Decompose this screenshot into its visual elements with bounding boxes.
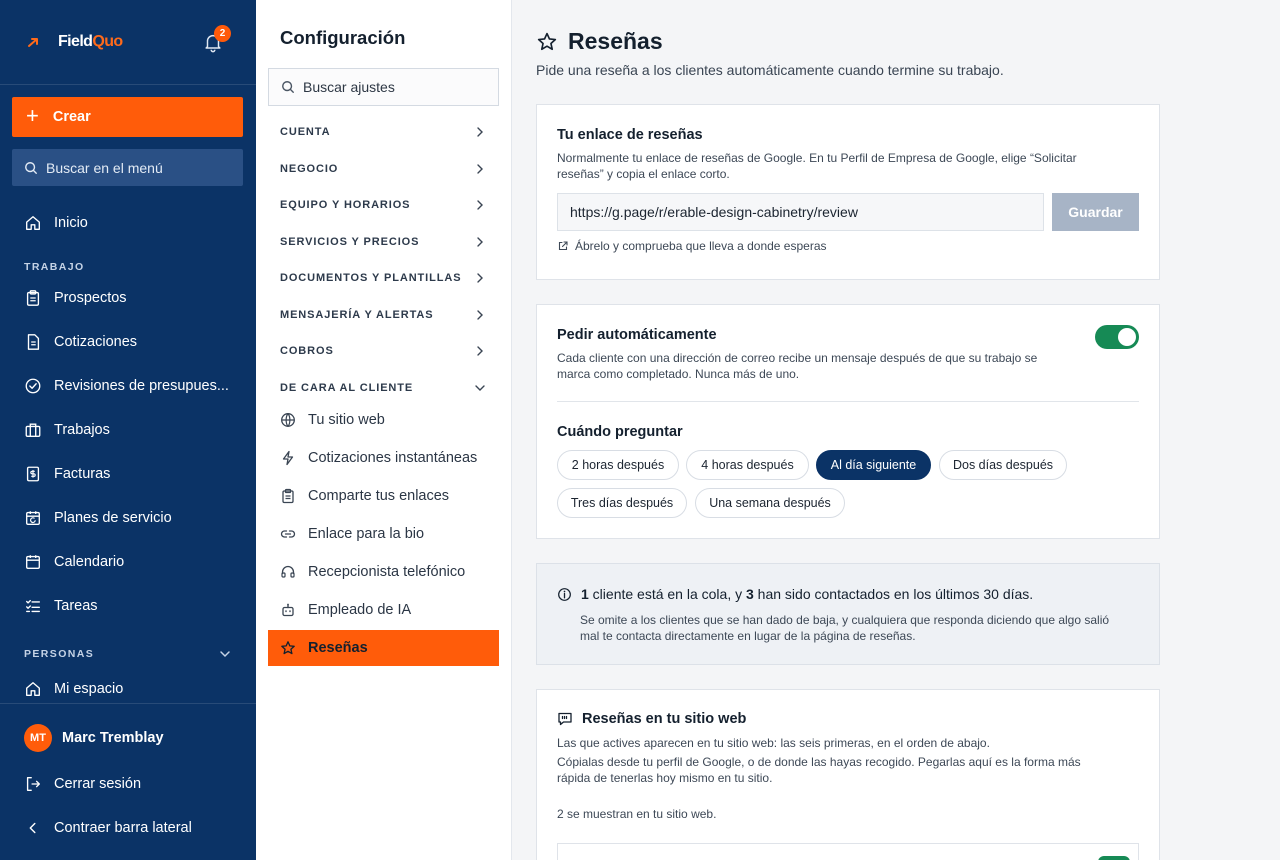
search-icon — [281, 80, 295, 94]
clipboard-icon — [24, 289, 42, 307]
headset-icon — [280, 564, 296, 580]
settings-item-label: Empleado de IA — [308, 602, 412, 618]
timing-option-1-week[interactable]: Una semana después — [695, 488, 845, 518]
sidebar-item-label: Trabajos — [54, 422, 110, 438]
chevron-right-icon — [474, 309, 486, 321]
sidebar-item-jobs[interactable] — [24, 419, 110, 441]
globe-icon — [280, 412, 296, 428]
review-link-title: Tu enlace de reseñas — [557, 127, 703, 143]
review-url-input[interactable]: https://g.page/r/erable-design-cabinetry/review — [557, 193, 1044, 231]
home-icon — [24, 680, 42, 698]
calendar-refresh-icon — [24, 509, 42, 527]
sidebar-item-label: Tareas — [54, 598, 98, 614]
site-reviews-card — [536, 689, 1160, 860]
star-icon — [280, 640, 296, 656]
collapse-label: Contraer barra lateral — [54, 820, 192, 836]
sidebar-item-quote-reviews[interactable] — [24, 375, 229, 397]
plus-icon: + — [26, 103, 39, 128]
chevron-left-icon — [24, 819, 42, 837]
timing-option-3-days[interactable]: Tres días después — [557, 488, 687, 518]
settings-search-input[interactable] — [268, 68, 499, 106]
sidebar-item-label: Inicio — [54, 215, 88, 231]
sidebar-item-label: Cotizaciones — [54, 334, 138, 350]
settings-item-label: Enlace para la bio — [308, 526, 425, 542]
sidebar-item-label: Calendario — [54, 554, 125, 570]
settings-category-account[interactable] — [280, 123, 486, 141]
settings-item-phone-receptionist[interactable] — [280, 562, 465, 582]
settings-category-services[interactable] — [280, 233, 486, 251]
settings-item-share-links[interactable] — [280, 486, 449, 506]
auto-ask-toggle[interactable] — [1095, 325, 1139, 349]
quote-bubble-icon — [557, 711, 573, 727]
category-label: DE CARA AL CLIENTE — [280, 382, 414, 394]
external-link-icon — [557, 240, 569, 252]
check-circle-icon — [24, 377, 42, 395]
chevron-right-icon — [474, 345, 486, 357]
review-link-desc-2: reseñas” y copia el enlace corto. — [557, 167, 730, 181]
sidebar-item-invoices[interactable] — [24, 463, 110, 485]
sidebar-item-tasks[interactable] — [24, 595, 98, 617]
user-profile[interactable] — [24, 724, 164, 752]
category-label: MENSAJERÍA Y ALERTAS — [280, 309, 434, 321]
queue-info-box — [536, 563, 1160, 665]
brand-logo[interactable] — [24, 28, 123, 56]
category-label: NEGOCIO — [280, 163, 339, 175]
sidebar-item-home[interactable] — [24, 212, 88, 234]
collapse-sidebar-button[interactable] — [24, 817, 192, 839]
card-divider — [557, 401, 1139, 402]
sidebar-divider — [0, 703, 256, 704]
chevron-right-icon — [474, 199, 486, 211]
settings-item-website[interactable] — [280, 410, 385, 430]
calendar-icon — [24, 553, 42, 571]
create-label: Crear — [52, 109, 91, 125]
timing-option-2h[interactable]: 2 horas después — [557, 450, 679, 480]
category-label: DOCUMENTOS Y PLANTILLAS — [280, 272, 462, 284]
document-icon — [24, 333, 42, 351]
menu-search-placeholder: Buscar en el menú — [46, 159, 163, 176]
toggle-knob — [1118, 328, 1136, 346]
sidebar-item-service-plans[interactable] — [24, 507, 172, 529]
queue-count: 1 — [581, 586, 589, 602]
settings-category-messaging[interactable] — [280, 306, 486, 324]
settings-category-client-facing[interactable] — [280, 379, 486, 397]
settings-item-reviews[interactable] — [268, 630, 499, 666]
settings-category-documents[interactable] — [280, 269, 486, 287]
sidebar-item-prospects[interactable] — [24, 287, 127, 309]
auto-ask-title: Pedir automáticamente — [557, 327, 717, 343]
settings-category-business[interactable] — [280, 160, 486, 178]
category-label: CUENTA — [280, 126, 331, 138]
category-label: COBROS — [280, 345, 334, 357]
open-check-link[interactable] — [557, 239, 827, 253]
open-check-label: Ábrelo y comprueba que lleva a donde esperas — [575, 239, 827, 253]
timing-option-2-days[interactable]: Dos días después — [939, 450, 1067, 480]
search-icon — [24, 161, 38, 175]
queue-note: Se omite a los clientes que se han dado de baja, y cualquiera que responda diciendo que algo salió mal te contacta directamente en lugar de la página de reseñas. — [580, 613, 1110, 643]
brand-name: FieldQuo — [58, 33, 123, 50]
page-subtitle: Pide una reseña a los clientes automáticamente cuando termine su trabajo. — [536, 62, 1004, 78]
home-icon — [24, 214, 42, 232]
settings-item-ai-employee[interactable] — [280, 600, 411, 620]
robot-icon — [280, 602, 296, 618]
settings-item-label: Comparte tus enlaces — [308, 488, 450, 504]
sidebar-item-label: Prospectos — [54, 290, 127, 306]
main-sidebar — [0, 0, 256, 860]
task-list-icon — [24, 597, 42, 615]
lightning-icon — [280, 450, 296, 466]
settings-search-placeholder: Buscar ajustes — [303, 79, 395, 95]
sidebar-item-label: Planes de servicio — [54, 510, 172, 526]
settings-item-label: Tu sitio web — [308, 412, 385, 428]
settings-item-bio-link[interactable] — [280, 524, 424, 544]
avatar: MT — [24, 724, 52, 752]
chevron-down-icon[interactable] — [218, 647, 232, 661]
user-name: Marc Tremblay — [62, 730, 164, 746]
settings-category-team[interactable] — [280, 196, 486, 214]
logout-icon — [24, 775, 42, 793]
invoice-icon — [24, 465, 42, 483]
sidebar-item-label: Revisiones de presupues... — [54, 378, 229, 394]
link-icon — [280, 526, 296, 542]
sidebar-item-my-space[interactable] — [24, 678, 123, 700]
contacted-count: 3 — [746, 586, 754, 602]
sidebar-section-work: TRABAJO — [24, 261, 85, 273]
save-button[interactable]: Guardar — [1052, 193, 1139, 231]
sidebar-item-calendar[interactable] — [24, 551, 124, 573]
logo-arrow-icon — [24, 32, 44, 52]
settings-item-label: Cotizaciones instantáneas — [308, 450, 478, 466]
menu-search-input[interactable] — [12, 149, 243, 186]
page-title — [536, 28, 663, 55]
review-link-desc-1: Normalmente tu enlace de reseñas de Google. En tu Perfil de Empresa de Google, elige “Solicitar — [557, 151, 1077, 165]
timing-option-next-day[interactable]: Al día siguiente — [816, 450, 931, 480]
page-title-text: Reseñas — [568, 28, 663, 54]
category-label: SERVICIOS Y PRECIOS — [280, 236, 420, 248]
auto-ask-desc-1: Cada cliente con una dirección de correo recibe un mensaje después de que su trabajo se — [557, 351, 1038, 365]
site-reviews-line-1: Las que actives aparecen en tu sitio web: las seis primeras, en el orden de abajo. — [557, 736, 990, 750]
logout-button[interactable] — [24, 773, 141, 795]
settings-item-instant-quotes[interactable] — [280, 448, 477, 468]
settings-nav — [256, 0, 512, 860]
site-reviews-shown-count: 2 se muestran en tu sitio web. — [557, 807, 717, 821]
site-reviews-title: Reseñas en tu sitio web — [557, 711, 746, 727]
logout-label: Cerrar sesión — [54, 776, 142, 792]
chevron-right-icon — [474, 163, 486, 175]
category-label: EQUIPO Y HORARIOS — [280, 199, 411, 211]
auto-ask-card — [536, 304, 1160, 539]
queue-summary: 1 cliente está en la cola, y 3 han sido contactados en los últimos 30 días. — [581, 586, 1034, 602]
sidebar-item-label: Facturas — [54, 466, 111, 482]
create-button[interactable] — [12, 97, 243, 137]
review-link-card — [536, 104, 1160, 280]
chevron-right-icon — [474, 272, 486, 284]
review-toggle[interactable] — [1098, 856, 1130, 860]
site-reviews-line-2: Cópialas desde tu perfil de Google, o de donde las hayas recogido. Pegarlas aquí es la forma más — [557, 755, 1081, 769]
timing-option-4h[interactable]: 4 horas después — [686, 450, 809, 480]
sidebar-item-quotes[interactable] — [24, 331, 137, 353]
when-ask-title: Cuándo preguntar — [557, 424, 683, 440]
star-icon — [536, 31, 558, 53]
chevron-down-icon — [474, 382, 486, 394]
clipboard-icon — [280, 488, 296, 504]
sidebar-divider — [0, 84, 256, 85]
info-icon — [557, 587, 572, 602]
chevron-right-icon — [474, 236, 486, 248]
chevron-right-icon — [474, 126, 486, 138]
sidebar-item-label: Mi espacio — [54, 681, 124, 697]
settings-item-label: Reseñas — [308, 640, 368, 656]
sidebar-section-people: PERSONAS — [24, 648, 95, 660]
settings-category-payments[interactable] — [280, 342, 486, 360]
settings-item-label: Recepcionista telefónico — [308, 564, 466, 580]
review-item[interactable] — [557, 843, 1139, 860]
site-reviews-line-3: rápida de tenerlas hoy mismo en tu sitio. — [557, 771, 773, 785]
briefcase-icon — [24, 421, 42, 439]
auto-ask-desc-2: marca como completado. Nunca más de uno. — [557, 367, 800, 381]
settings-title: Configuración — [280, 27, 406, 48]
notifications-badge: 2 — [214, 25, 231, 42]
